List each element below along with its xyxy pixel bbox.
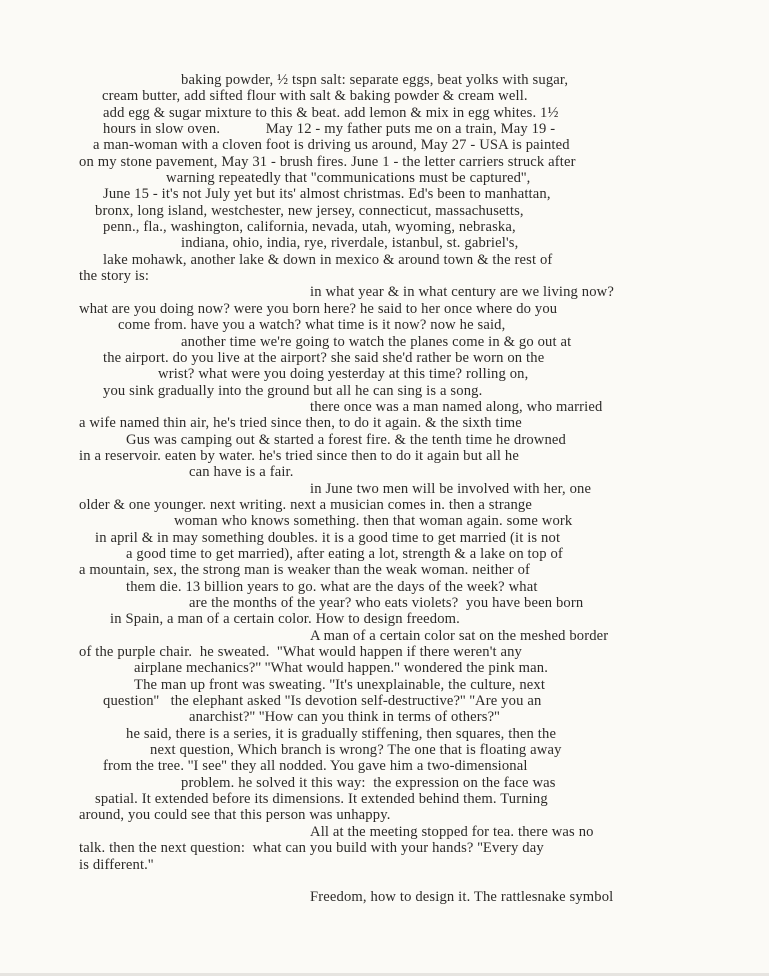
text-line: bronx, long island, westchester, new jersey, connecticut, massachusetts, xyxy=(95,202,524,219)
text-line: in Spain, a man of a certain color. How to design freedom. xyxy=(110,611,460,628)
text-line: a good time to get married), after eating a lot, strength & a lake on top of xyxy=(126,545,563,562)
text-line: another time we're going to watch the planes come in & go out at xyxy=(181,333,572,350)
text-line: in a reservoir. eaten by water. he's tried since then to do it again but all he xyxy=(79,447,519,464)
text-line: Freedom, how to design it. The rattlesnake symbol xyxy=(310,889,614,906)
text-line: indiana, ohio, india, rye, riverdale, istanbul, st. gabriel's, xyxy=(181,235,519,252)
text-line: are the months of the year? who eats violets? you have been born xyxy=(189,595,584,611)
text-line: the airport. do you live at the airport? she said she'd rather be worn on the xyxy=(103,349,545,366)
text-line: in april & in may something doubles. it is a good time to get married (it is not xyxy=(95,529,561,546)
text-line: a man-woman with a cloven foot is driving us around, May 27 - USA is painted xyxy=(93,137,570,154)
text-line: in what year & in what century are we living now? xyxy=(310,284,614,301)
typed-text-body xyxy=(0,72,769,906)
text-line: spatial. It extended before its dimensions. It extended behind them. Turning xyxy=(95,791,548,808)
text-line: a mountain, sex, the strong man is weaker than the weak woman. neither of xyxy=(79,562,531,579)
text-line: airplane mechanics?'' ''What would happen.'' wondered the pink man. xyxy=(134,660,549,677)
text-line: on my stone pavement, May 31 - brush fires. June 1 - the letter carriers struck after xyxy=(79,153,576,170)
text-line: around, you could see that this person was unhappy. xyxy=(79,807,391,824)
text-line: Gus was camping out & started a forest fire. & the tenth time he drowned xyxy=(126,431,566,448)
text-line: add egg & sugar mixture to this & beat. add lemon & mix in egg whites. 1½ xyxy=(103,104,559,121)
text-line: hours in slow oven. May 12 - my father puts me on a train, May 19 - xyxy=(103,121,556,138)
text-line: what are you doing now? were you born here? he said to her once where do you xyxy=(79,300,558,317)
text-line: woman who knows something. then that woman again. some work xyxy=(174,513,573,530)
text-line: can have is a fair. xyxy=(189,464,294,481)
text-line: the story is: xyxy=(79,268,150,285)
text-line: them die. 13 billion years to go. what are the days of the week? what xyxy=(126,578,538,595)
text-line: baking powder, ½ tspn salt: separate eggs, beat yolks with sugar, xyxy=(181,72,569,88)
text-line: anarchist?'' ''How can you think in terms of others?'' xyxy=(189,709,500,726)
text-line: All at the meeting stopped for tea. there was no xyxy=(310,823,594,840)
text-line: he said, there is a series, it is gradually stiffening, then squares, then the xyxy=(126,725,557,742)
text-line: question'' the elephant asked ''Is devotion self-destructive?'' ''Are you an xyxy=(103,693,542,710)
text-line: is different.'' xyxy=(79,856,154,873)
text-line: warning repeatedly that ''communications must be captured'', xyxy=(166,170,531,187)
text-line: A man of a certain color sat on the meshed border xyxy=(310,627,609,644)
text-line: wrist? what were you doing yesterday at this time? rolling on, xyxy=(158,366,529,383)
text-line: from the tree. ''I see'' they all nodded. You gave him a two-dimensional xyxy=(103,758,528,775)
text-line: older & one younger. next writing. next a musician comes in. then a strange xyxy=(79,496,533,513)
text-line: next question, Which branch is wrong? The one that is floating away xyxy=(150,742,562,759)
text-line: problem. he solved it this way: the expression on the face was xyxy=(181,774,556,791)
text-line: of the purple chair. he sweated. ''What would happen if there weren't any xyxy=(79,644,523,661)
text-line: there once was a man named along, who married xyxy=(310,398,603,415)
text-line: June 15 - it's not July yet but its' almost christmas. Ed's been to manhattan, xyxy=(103,186,551,203)
text-line: lake mohawk, another lake & down in mexico & around town & the rest of xyxy=(103,251,553,268)
text-line xyxy=(0,873,769,889)
text-line: come from. have you a watch? what time is it now? now he said, xyxy=(118,317,506,334)
text-line: in June two men will be involved with her, one xyxy=(310,480,592,497)
text-line: The man up front was sweating. ''It's unexplainable, the culture, next xyxy=(134,676,546,693)
text-line: penn., fla., washington, california, nevada, utah, wyoming, nebraska, xyxy=(103,219,516,236)
text-line: a wife named thin air, he's tried since then, to do it again. & the sixth time xyxy=(79,415,522,432)
text-line: you sink gradually into the ground but all he can sing is a song. xyxy=(103,382,483,399)
text-line: cream butter, add sifted flour with salt & baking powder & cream well. xyxy=(102,88,528,105)
text-line: talk. then the next question: what can you build with your hands? ''Every day xyxy=(79,840,544,857)
